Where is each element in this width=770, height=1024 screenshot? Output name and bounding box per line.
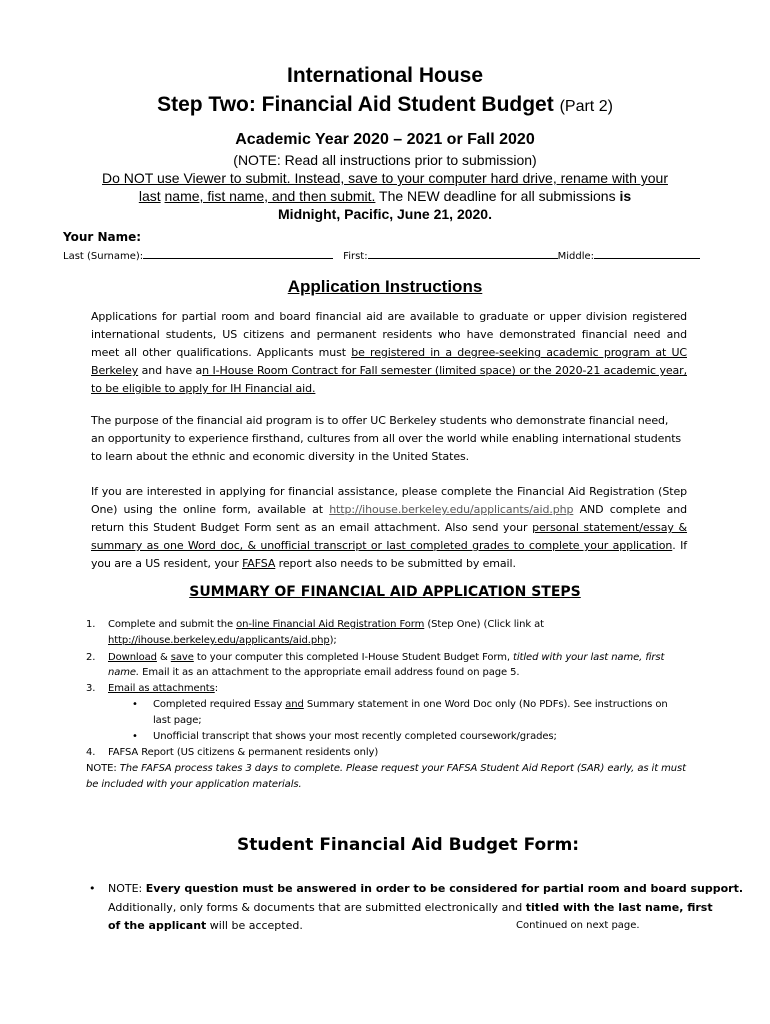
- first-name-field[interactable]: [368, 247, 558, 259]
- bullet-icon: [132, 729, 138, 745]
- step-4-text: FAFSA Report (US citizens & permanent residents only): [108, 747, 379, 758]
- deadline: Midnight, Pacific, June 21, 2020.: [278, 206, 492, 222]
- aid-page-link[interactable]: http://ihouse.berkeley.edu/applicants/aid.php: [329, 503, 574, 516]
- step-3-bullet-1: Completed required Essay and Summary statement in one Word Doc only (No PDFs). See instructions on: [153, 699, 668, 710]
- step-2-text-2: name. Email it as an attachment to the appropriate email address found on page 5.: [108, 667, 520, 678]
- last-name-field[interactable]: [143, 247, 333, 259]
- budget-form-heading: Student Financial Aid Budget Form:: [237, 835, 580, 855]
- your-name-label: Your Name:: [63, 230, 142, 244]
- step-1-link[interactable]: http://ihouse.berkeley.edu/applicants/aid.php: [108, 635, 330, 646]
- middle-name-field[interactable]: [594, 247, 700, 259]
- bullet-icon: [132, 697, 138, 713]
- name-fields-row: [63, 247, 700, 262]
- step-1: 1.: [86, 619, 96, 630]
- fafsa-term: FAFSA: [242, 557, 276, 570]
- step-3-text: Email as attachments:: [108, 683, 219, 694]
- instruction-line1: Do NOT use Viewer to submit. Instead, save to your computer hard drive, rename with your: [102, 170, 668, 186]
- title-line2: Step Two: Financial Aid Student Budget (Part 2): [157, 93, 613, 116]
- academic-year: Academic Year 2020 – 2021 or Fall 2020: [235, 131, 535, 148]
- last-name-label: Last (Surname):: [63, 251, 144, 262]
- title-line1: International House: [286, 64, 484, 87]
- budget-note-line2: Additionally, only forms & documents that are submitted electronically and titled with the last name, first: [108, 901, 713, 914]
- fafsa-note-cont: be included with your application materials.: [86, 779, 302, 790]
- fafsa-note: NOTE: The FAFSA process takes 3 days to complete. Please request your FAFSA Student Aid Report (SAR) early, as it must: [86, 763, 686, 774]
- step-2: 2.: [86, 652, 96, 663]
- step-2-text: Download & save to your computer this completed I-House Student Budget Form, titled with your last name, first: [108, 652, 665, 663]
- step-3-bullet-1-cont: last page;: [153, 715, 202, 726]
- step-1-text: Complete and submit the on-line Financial Aid Registration Form (Step One) (Click link at: [108, 619, 544, 630]
- instructions-paragraph-3: If you are interested in applying for financial assistance, please complete the Financial Aid Registration (Step One) using the online form, available at http://ihouse.berkeley.edu/applicants/aid.php AND complete and return this Student Budget Form sent as an email attachment. Also send your personal statement/essay & summary as one Word doc, & unofficial transcript or last completed grades to complete your application. If you are a US resident, your FAFSA report also needs to be submitted by email.: [91, 485, 688, 570]
- instruction-line2: last name, fist name, and then submit. The NEW deadline for all submissions is: [138, 188, 632, 204]
- first-name-label: First:: [343, 251, 368, 262]
- middle-name-label: Middle:: [557, 251, 594, 262]
- application-instructions-heading: Application Instructions: [287, 277, 483, 296]
- step-1-text-2: http://ihouse.berkeley.edu/applicants/aid.php);: [108, 635, 337, 646]
- step-4: 4.: [86, 747, 96, 758]
- budget-note-line1: NOTE: Every question must be answered in order to be considered for partial room and board support.: [108, 882, 744, 895]
- instructions-paragraph-1: Applications for partial room and board financial aid are available to graduate or upper division registered international students, US citizens and permanent residents who have demonstrated financial need and meet all other qualifications. Applicants must be registered in a degree-seeking academic program at UC Berkeley and have an I-House Room Contract for Fall semester (limited space) or the 2020-21 academic year, to be eligible to apply for IH Financial aid.: [91, 310, 687, 395]
- bullet-icon: [89, 882, 96, 895]
- instructions-paragraph-2: The purpose of the financial aid program is to offer UC Berkeley students who demonstrate financial need, an opportunity to experience firsthand, cultures from all over the world while enabling international students to learn about the ethnic and economic diversity in the United States.: [91, 414, 682, 463]
- step-3-bullet-2: Unofficial transcript that shows your most recently completed coursework/grades;: [153, 731, 557, 742]
- step-3: 3.: [86, 683, 96, 694]
- continued-note: Continued on next page.: [516, 920, 640, 931]
- summary-heading: SUMMARY OF FINANCIAL AID APPLICATION STEPS: [189, 584, 581, 600]
- submission-note: (NOTE: Read all instructions prior to submission): [233, 152, 537, 168]
- budget-note-line3: of the applicant will be accepted.: [108, 919, 303, 932]
